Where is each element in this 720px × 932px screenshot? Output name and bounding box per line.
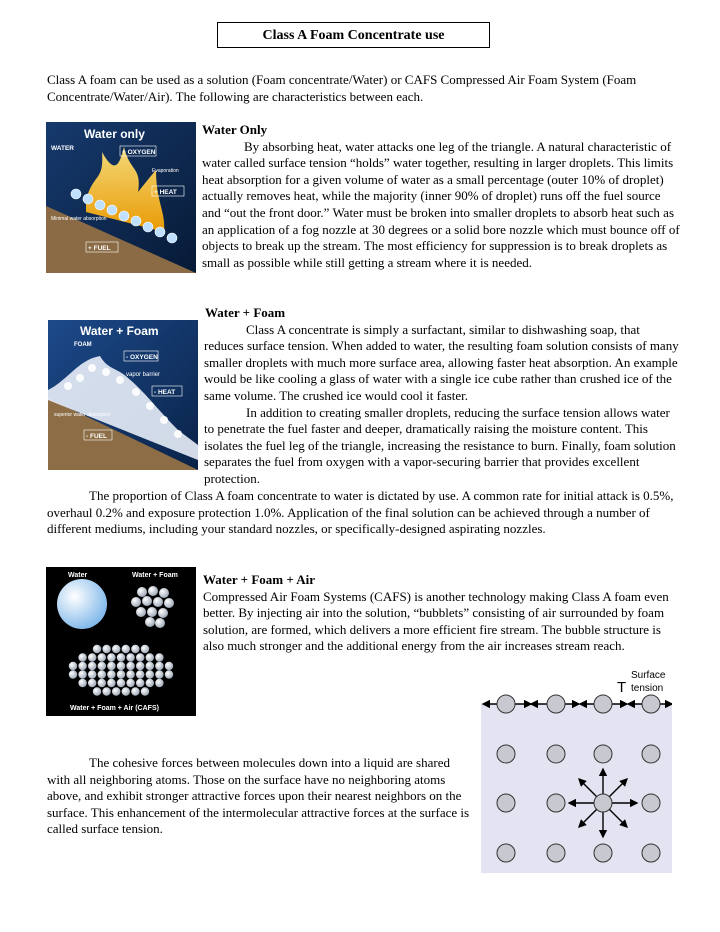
cafs-bubble [117,670,125,678]
cafs-bubble [107,679,115,687]
heat-label: + HEAT [154,189,177,196]
cafs-bubble [136,653,144,661]
cafs-bubble [98,653,106,661]
cafs-bubble [126,679,134,687]
cafs-bubble [146,662,154,670]
oxygen-label: - OXYGEN [126,354,158,361]
cafs-bubble [78,662,86,670]
cafs-bubble [131,645,139,653]
water-foam-figure [48,320,198,470]
cafs-bubble [122,645,130,653]
cafs-bubble [93,645,101,653]
oxygen-label: + OXYGEN [122,149,156,156]
surface-label: Surface [631,670,666,681]
cafs-bubble [122,687,130,695]
water-foam-heading: Water + Foam [205,305,286,320]
cafs-bubble [93,687,101,695]
page-title: Class A Foam Concentrate use [217,22,490,48]
cafs-bubble [131,687,139,695]
fuel-label: - FUEL [86,433,107,440]
water-only-figure [46,122,196,273]
cafs-bubble [165,662,173,670]
cafs-bubble [155,679,163,687]
cafs-bubble [141,645,149,653]
water-droplet [57,579,107,629]
cafs-body: Compressed Air Foam Systems (CAFS) is another technology making Class A foam even better. By injecting air into the solution, “bubblets” consisting of air surrounded by foam solution, are formed, which delivers a more efficient fire stream. The bubble structure is also much stronger and the additional energy from the air increases stream reach. [203,588,669,654]
cafs-bubble [107,662,115,670]
cafs-bubble [107,670,115,678]
cafs-bubble [136,670,144,678]
water-foam-label: Water + Foam [132,572,178,579]
water-foam-body-1: Class A concentrate is simply a surfactant, similar to dishwashing soap, that reduces surface tension. When added to water, the resulting foam solution consists of many smaller droplets with much more surface area, allowing faster heat absorption. An example would be like cooling a glass of water with a single ice cube rather than crushed ice of the same volume. The crushed ice would cool it faster. [204,321,679,403]
fuel-label: + FUEL [88,245,111,252]
cafs-bubble [112,645,120,653]
proportion-paragraph: The proportion of Class A foam concentrate to water is dictated by use. A common rate for initial attack is 0.5%, overhaul 0.2% and exposure protection 1.0%. Application of the final solution can be achieved through a number of different mediums, including your standard nozzles, or specifically-designed aspirating nozzles. [47,488,674,537]
foam-label: FOAM [74,342,92,348]
tension-symbol: T [617,679,627,696]
cafs-bubble [155,662,163,670]
cafs-bubble [112,687,120,695]
cafs-bubble [98,670,106,678]
cafs-bubble [126,662,134,670]
cafs-bubble [136,662,144,670]
cafs-bubble [155,670,163,678]
water-label: WATER [51,145,74,152]
cafs-bubble [69,670,77,678]
cafs-bubble [117,653,125,661]
cafs-bubble [78,653,86,661]
cafs-bubble [146,679,154,687]
cafs-bubble [98,662,106,670]
figure-title: Water + Foam [80,324,159,338]
tension-label: tension [631,683,664,694]
cafs-bubble [107,653,115,661]
cafs-bubble [165,670,173,678]
cafs-heading: Water + Foam + Air [203,572,316,587]
cafs-bubble [69,662,77,670]
cafs-bubble [88,653,96,661]
evaporation-label: Evaporation [152,168,179,174]
cafs-bubble [102,687,110,695]
cafs-bubble [78,679,86,687]
cafs-bubble [146,670,154,678]
water-only-body: By absorbing heat, water attacks one leg of the triangle. A natural characteristic of water called surface tension “holds” water together, resulting in larger droplets. This limits heat absorption for a given volume of water as a small percentage (outer 10% of droplet) actually removes heat, while the majority (inner 90% of droplet) runs off the fuel source and “out the front door.” Water must be broken into smaller droplets to absorb heat such as an application of a fog nozzle at 30 degrees or a solid bore nozzle which must bounce off of objects to break up the stream. The most efficiency for suppression is to break droplets as small as possible while still getting a stream where it is needed. [202,138,680,270]
water-only-heading: Water Only [202,122,268,137]
heat-label: - HEAT [154,389,176,396]
cafs-bubble [78,670,86,678]
cafs-bubble [117,662,125,670]
absorption-label: superior water absorption [54,412,111,418]
cafs-bubble [136,679,144,687]
cafs-bubble [88,679,96,687]
cafs-bubble [146,653,154,661]
cafs-bubble [141,687,149,695]
cafs-bubble [155,653,163,661]
cafs-bubble [126,653,134,661]
figure-title: Water only [84,127,145,141]
absorption-label: Minimal water absorption [51,216,107,222]
water-label: Water [68,572,88,579]
water-foam-body-2: In addition to creating smaller droplets, reducing the surface tension allows water to penetrate the fuel faster and deeper, dramatically raising the moisture content. This isolates the fuel leg of the triangle, increasing the resistance to burn. Finally, foam solution separates the fuel from oxygen with a vapor-securing barrier that provides excellent protection. [204,404,676,486]
cafs-bubble [88,662,96,670]
cafs-bubble [126,670,134,678]
cafs-figure [46,567,196,716]
surface-tension-figure [481,666,672,873]
vapor-label: vapor barrier [126,372,161,378]
cafs-bubble [98,679,106,687]
intro-paragraph: Class A foam can be used as a solution (Foam concentrate/Water) or CAFS Compressed Air Foam System (Foam Concentrate/Water/Air). The following are characteristics between each. [47,72,637,104]
cohesive-paragraph: The cohesive forces between molecules down into a liquid are shared with all neighboring atoms. Those on the surface have no neighboring atoms above, and exhibit stronger attractive forces upon their nearest neighbors on the surface. This enhancement of the intermolecular attractive forces at the surface is called surface tension. [47,755,470,837]
cafs-bubble [102,645,110,653]
cafs-label: Water + Foam + Air (CAFS) [70,705,159,712]
cafs-bubble [117,679,125,687]
cafs-bubble [88,670,96,678]
